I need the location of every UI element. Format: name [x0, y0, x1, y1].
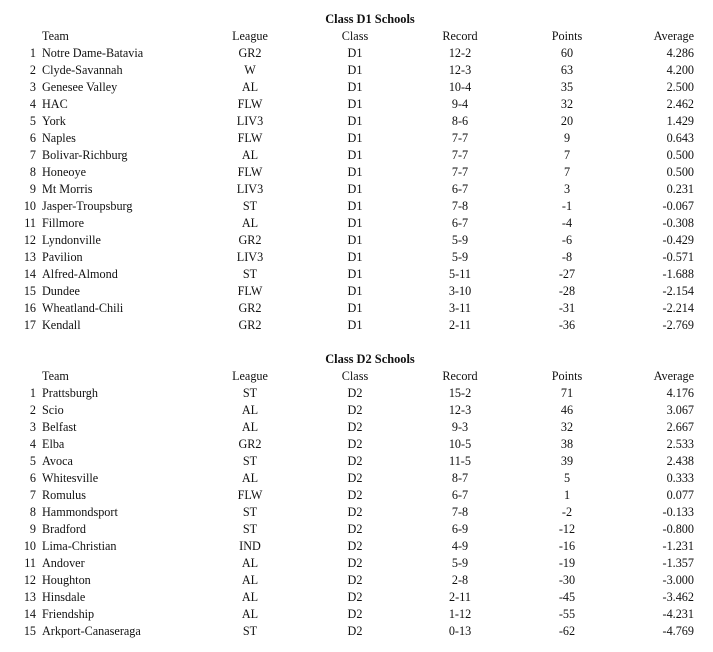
team-average: 0.077 [666, 488, 694, 502]
team-record: 12-3 [448, 63, 472, 77]
table-row [0, 419, 713, 436]
column-header-record: Record [442, 369, 478, 383]
team-points: 32 [560, 420, 574, 434]
team-average: -2.769 [662, 318, 694, 332]
team-rank: 16 [23, 301, 36, 315]
team-record: 12-2 [448, 46, 472, 60]
team-name: Romulus [42, 488, 87, 502]
team-points: -31 [558, 301, 576, 315]
team-record: 6-7 [451, 182, 469, 196]
team-class: D1 [347, 131, 363, 145]
team-name: Hammondsport [42, 505, 118, 519]
table-row [0, 521, 713, 538]
table-row [0, 113, 713, 130]
team-record: 15-2 [448, 386, 472, 400]
team-league: AL [241, 471, 259, 485]
team-league: AL [241, 403, 259, 417]
table-row [0, 283, 713, 300]
team-league: ST [242, 505, 258, 519]
team-name: Bolivar-Richburg [42, 148, 128, 162]
team-class: D2 [347, 437, 363, 451]
team-rank: 14 [23, 607, 36, 621]
team-average: -0.133 [662, 505, 694, 519]
team-average: 0.500 [666, 148, 694, 162]
team-record: 6-7 [451, 216, 469, 230]
team-class: D2 [347, 556, 363, 570]
team-record: 7-8 [451, 199, 469, 213]
table-row [0, 504, 713, 521]
team-name: Scio [42, 403, 64, 417]
team-league: AL [241, 590, 259, 604]
team-average: -2.154 [662, 284, 694, 298]
team-points: 1 [563, 488, 571, 502]
team-points: 46 [560, 403, 574, 417]
table-row [0, 164, 713, 181]
team-points: 32 [560, 97, 574, 111]
team-average: -1.688 [662, 267, 694, 281]
column-header-team: Team [42, 369, 69, 383]
team-average: 4.200 [666, 63, 694, 77]
team-name: Dundee [42, 284, 80, 298]
table-row [0, 300, 713, 317]
team-rank: 2 [29, 403, 36, 417]
team-rank: 1 [29, 386, 36, 400]
team-points: -16 [558, 539, 576, 553]
team-record: 2-11 [449, 590, 471, 604]
team-record: 1-12 [448, 607, 472, 621]
team-average: -1.231 [662, 539, 694, 553]
table-row [0, 232, 713, 249]
team-league: GR2 [238, 318, 262, 332]
team-league: LIV3 [236, 114, 264, 128]
team-name: Avoca [42, 454, 73, 468]
table-row [0, 96, 713, 113]
team-rank: 2 [29, 63, 36, 77]
team-average: 2.500 [666, 80, 694, 94]
team-points: -19 [558, 556, 576, 570]
team-league: ST [242, 522, 258, 536]
table-header-row [0, 368, 713, 385]
team-rank: 13 [23, 250, 36, 264]
team-class: D1 [347, 63, 363, 77]
team-points: -30 [558, 573, 576, 587]
section-title: Class D2 Schools [325, 352, 415, 366]
team-rank: 14 [23, 267, 36, 281]
team-average: 2.533 [666, 437, 694, 451]
table-row [0, 147, 713, 164]
team-points: 35 [560, 80, 574, 94]
team-name: Whitesville [42, 471, 99, 485]
team-points: -12 [558, 522, 576, 536]
table-row [0, 79, 713, 96]
team-name: Alfred-Almond [42, 267, 118, 281]
team-league: FLW [237, 97, 263, 111]
team-name: Kendall [42, 318, 81, 332]
team-rank: 8 [29, 165, 36, 179]
team-rank: 11 [24, 556, 36, 570]
team-points: 71 [560, 386, 574, 400]
team-points: 60 [560, 46, 574, 60]
section-title: Class D1 Schools [325, 12, 415, 26]
team-average: -2.214 [662, 301, 694, 315]
table-row [0, 572, 713, 589]
team-league: ST [242, 267, 258, 281]
table-row [0, 402, 713, 419]
team-class: D1 [347, 80, 363, 94]
team-rank: 10 [23, 199, 36, 213]
team-points: -45 [558, 590, 576, 604]
team-league: FLW [237, 165, 263, 179]
table-row [0, 436, 713, 453]
team-points: -28 [558, 284, 576, 298]
team-record: 7-7 [451, 165, 469, 179]
team-league: LIV3 [236, 182, 264, 196]
table-row [0, 385, 713, 402]
team-record: 6-7 [451, 488, 469, 502]
team-rank: 5 [29, 114, 36, 128]
team-class: D2 [347, 403, 363, 417]
team-name: York [42, 114, 66, 128]
team-average: 2.667 [666, 420, 694, 434]
team-points: 20 [560, 114, 574, 128]
table-row [0, 623, 713, 640]
team-rank: 11 [24, 216, 36, 230]
team-class: D1 [347, 148, 363, 162]
team-record: 9-4 [451, 97, 469, 111]
team-league: ST [242, 454, 258, 468]
table-row [0, 130, 713, 147]
team-name: Houghton [42, 573, 91, 587]
team-name: Hinsdale [42, 590, 86, 604]
team-class: D1 [347, 216, 363, 230]
team-league: AL [241, 148, 259, 162]
team-class: D1 [347, 284, 363, 298]
team-points: -62 [558, 624, 576, 638]
team-name: Elba [42, 437, 65, 451]
table-header-row [0, 28, 713, 45]
table-row [0, 266, 713, 283]
team-name: Friendship [42, 607, 95, 621]
team-name: Arkport-Canaseraga [42, 624, 141, 638]
table-row [0, 45, 713, 62]
team-rank: 4 [29, 437, 36, 451]
team-rank: 6 [29, 131, 36, 145]
team-name: Genesee Valley [42, 80, 118, 94]
team-name: Naples [42, 131, 76, 145]
team-average: -0.571 [662, 250, 694, 264]
column-header-league: League [232, 29, 268, 43]
column-header-class: Class [341, 369, 369, 383]
table-row [0, 555, 713, 572]
team-points: -36 [558, 318, 576, 332]
team-rank: 9 [29, 522, 36, 536]
team-league: W [244, 63, 256, 77]
column-header-league: League [232, 369, 268, 383]
team-name: Andover [42, 556, 85, 570]
team-rank: 12 [23, 233, 36, 247]
team-record: 5-9 [451, 250, 469, 264]
table-row [0, 589, 713, 606]
team-league: GR2 [238, 437, 262, 451]
team-rank: 12 [23, 573, 36, 587]
table-row [0, 317, 713, 334]
team-rank: 5 [29, 454, 36, 468]
team-league: LIV3 [236, 250, 264, 264]
team-class: D1 [347, 250, 363, 264]
team-class: D2 [347, 488, 363, 502]
team-points: 3 [563, 182, 571, 196]
team-class: D1 [347, 318, 363, 332]
team-average: -0.800 [662, 522, 694, 536]
team-class: D2 [347, 573, 363, 587]
team-class: D2 [347, 386, 363, 400]
team-league: AL [241, 556, 259, 570]
team-class: D2 [347, 590, 363, 604]
team-class: D1 [347, 165, 363, 179]
team-league: ST [242, 199, 258, 213]
team-points: -2 [561, 505, 573, 519]
team-name: Jasper-Troupsburg [42, 199, 133, 213]
team-average: -4.769 [662, 624, 694, 638]
team-average: -3.462 [662, 590, 694, 604]
team-record: 12-3 [448, 403, 472, 417]
team-record: 5-11 [449, 267, 471, 281]
team-points: 38 [560, 437, 574, 451]
team-class: D1 [347, 233, 363, 247]
team-record: 3-11 [449, 301, 471, 315]
team-class: D1 [347, 114, 363, 128]
team-rank: 7 [29, 148, 36, 162]
team-average: 4.286 [666, 46, 694, 60]
team-average: -0.067 [662, 199, 694, 213]
team-points: -6 [561, 233, 573, 247]
team-rank: 4 [29, 97, 36, 111]
team-record: 8-6 [451, 114, 469, 128]
team-average: -4.231 [662, 607, 694, 621]
team-rank: 6 [29, 471, 36, 485]
team-class: D2 [347, 454, 363, 468]
team-name: Prattsburgh [42, 386, 98, 400]
team-rank: 3 [29, 420, 36, 434]
team-points: -4 [561, 216, 573, 230]
team-record: 7-7 [451, 148, 469, 162]
team-points: 39 [560, 454, 574, 468]
team-class: D2 [347, 522, 363, 536]
team-league: FLW [237, 488, 263, 502]
team-name: Lyndonville [42, 233, 101, 247]
column-header-class: Class [341, 29, 369, 43]
team-league: IND [239, 539, 261, 553]
team-average: -0.308 [662, 216, 694, 230]
team-average: 2.438 [666, 454, 694, 468]
column-header-average: Average [653, 369, 694, 383]
team-league: ST [242, 386, 258, 400]
team-record: 7-8 [451, 505, 469, 519]
team-average: 4.176 [666, 386, 694, 400]
team-record: 3-10 [448, 284, 472, 298]
team-points: -27 [558, 267, 576, 281]
team-name: Wheatland-Chili [42, 301, 124, 315]
team-name: Lima-Christian [42, 539, 117, 553]
team-league: ST [242, 624, 258, 638]
team-record: 9-3 [451, 420, 469, 434]
team-record: 5-9 [451, 233, 469, 247]
team-rank: 15 [23, 624, 36, 638]
team-record: 2-8 [451, 573, 469, 587]
team-rank: 7 [29, 488, 36, 502]
team-points: 9 [563, 131, 571, 145]
team-average: 0.231 [666, 182, 694, 196]
team-league: GR2 [238, 301, 262, 315]
team-record: 0-13 [448, 624, 472, 638]
table-row [0, 487, 713, 504]
team-average: 2.462 [666, 97, 694, 111]
team-class: D1 [347, 199, 363, 213]
column-header-team: Team [42, 29, 69, 43]
team-class: D2 [347, 624, 363, 638]
team-name: Notre Dame-Batavia [42, 46, 144, 60]
table-row [0, 606, 713, 623]
column-header-points: Points [551, 29, 583, 43]
team-average: -3.000 [662, 573, 694, 587]
team-class: D1 [347, 97, 363, 111]
table-row [0, 62, 713, 79]
team-average: 0.333 [666, 471, 694, 485]
team-record: 10-4 [448, 80, 472, 94]
team-class: D2 [347, 420, 363, 434]
team-class: D1 [347, 182, 363, 196]
team-record: 11-5 [449, 454, 471, 468]
team-average: -1.357 [662, 556, 694, 570]
table-row [0, 181, 713, 198]
team-name: Belfast [42, 420, 77, 434]
team-name: Bradford [42, 522, 86, 536]
column-header-average: Average [653, 29, 694, 43]
table-row [0, 453, 713, 470]
team-rank: 13 [23, 590, 36, 604]
team-points: -55 [558, 607, 576, 621]
team-league: AL [241, 420, 259, 434]
team-points: 7 [563, 148, 571, 162]
team-rank: 10 [23, 539, 36, 553]
team-average: 1.429 [666, 114, 694, 128]
team-rank: 1 [29, 46, 36, 60]
team-record: 5-9 [451, 556, 469, 570]
table-row [0, 215, 713, 232]
team-class: D2 [347, 539, 363, 553]
table-row [0, 538, 713, 555]
team-class: D2 [347, 607, 363, 621]
column-header-record: Record [442, 29, 478, 43]
team-class: D1 [347, 46, 363, 60]
team-name: Clyde-Savannah [42, 63, 123, 77]
team-league: AL [241, 607, 259, 621]
team-league: GR2 [238, 46, 262, 60]
team-rank: 3 [29, 80, 36, 94]
team-average: 0.500 [666, 165, 694, 179]
team-average: -0.429 [662, 233, 694, 247]
team-rank: 15 [23, 284, 36, 298]
team-record: 6-9 [451, 522, 469, 536]
team-league: GR2 [238, 233, 262, 247]
team-league: FLW [237, 284, 263, 298]
team-points: 63 [560, 63, 574, 77]
team-name: Pavilion [42, 250, 83, 264]
team-record: 8-7 [451, 471, 469, 485]
team-class: D2 [347, 471, 363, 485]
team-class: D2 [347, 505, 363, 519]
team-name: HAC [42, 97, 68, 111]
team-league: AL [241, 573, 259, 587]
team-record: 7-7 [451, 131, 469, 145]
table-row [0, 470, 713, 487]
team-record: 10-5 [448, 437, 472, 451]
team-rank: 9 [29, 182, 36, 196]
team-name: Honeoye [42, 165, 86, 179]
team-rank: 17 [23, 318, 36, 332]
team-record: 4-9 [451, 539, 469, 553]
team-points: 7 [563, 165, 571, 179]
team-class: D1 [347, 301, 363, 315]
team-average: 3.067 [666, 403, 694, 417]
table-row [0, 249, 713, 266]
team-league: AL [241, 80, 259, 94]
team-points: -1 [561, 199, 573, 213]
team-points: -8 [561, 250, 573, 264]
team-name: Mt Morris [42, 182, 93, 196]
table-row [0, 198, 713, 215]
team-league: FLW [237, 131, 263, 145]
team-league: AL [241, 216, 259, 230]
team-points: 5 [563, 471, 571, 485]
column-header-points: Points [551, 369, 583, 383]
team-record: 2-11 [449, 318, 471, 332]
team-class: D1 [347, 267, 363, 281]
team-name: Fillmore [42, 216, 84, 230]
team-rank: 8 [29, 505, 36, 519]
team-average: 0.643 [666, 131, 694, 145]
